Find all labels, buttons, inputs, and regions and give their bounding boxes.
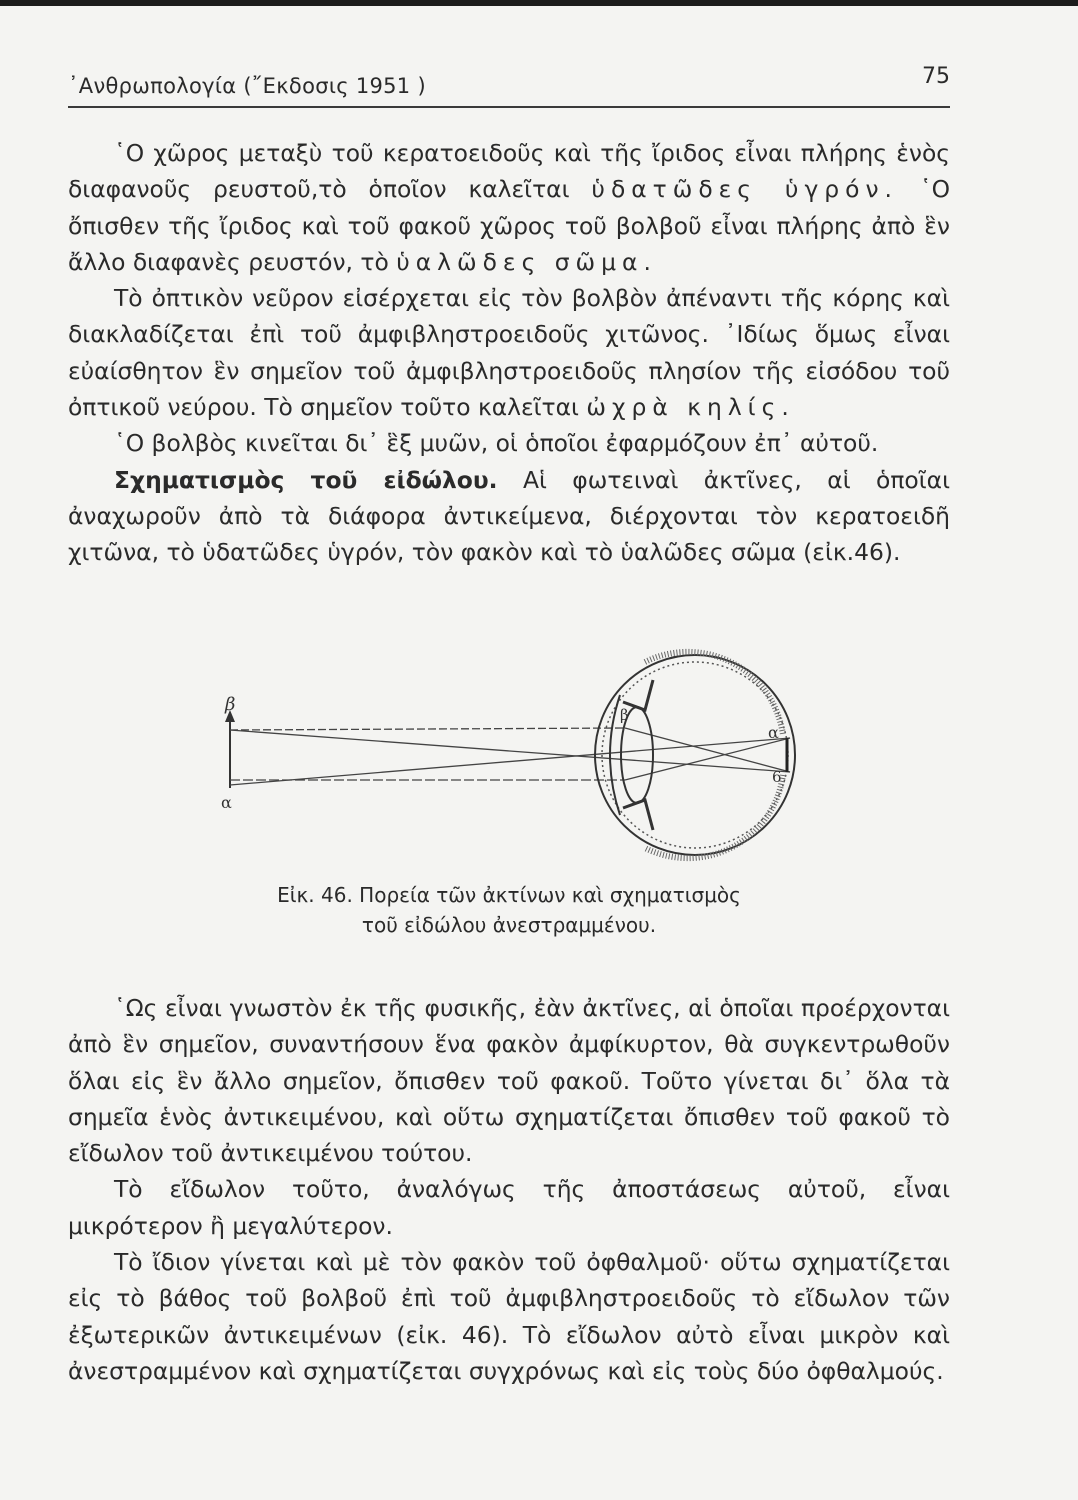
section-two [68, 990, 950, 1389]
paragraph-physics-lens: ῾Ως εἶναι γνωστὸν ἐκ τῆς φυσικῆς, ἐὰν ἀκτῖνες, αἱ ὁποῖαι προέρχονται ἀπὸ ἓν σημεῖον, συναντήσουν ἕνα φακὸν ἀμφίκυρτον, θὰ συγκεντρωθοῦν ὅλαι εἰς ἓν ἄλλο σημεῖον, ὄπισθεν τοῦ φακοῦ. Τοῦτο γίνεται δι᾿ ὅλα τὰ σημεῖα ἑνὸς ἀντικειμένου, καὶ οὕτω σχηματίζεται ὄπισθεν τοῦ φακοῦ τὸ εἴδωλον τοῦ ἀντικειμένου τούτου. [68, 994, 950, 1168]
section-one [68, 135, 950, 571]
paragraph-muscles: ῾Ο βολβὸς κινεῖται δι᾿ ἓξ μυῶν, οἱ ὁποῖοι ἐφαρμόζουν ἐπ᾿ αὐτοῦ. [114, 429, 879, 458]
label-object-top: β [225, 694, 236, 715]
term-vitreous-body: ὑαλῶδες σῶμα. [396, 247, 657, 276]
term-aqueous-humor: ὑδατῶδες ὑγρόν. [591, 175, 898, 204]
paragraph-image-formation [68, 462, 950, 571]
caption-line-2: τοῦ εἰδώλου ἀνεστραμμένου. [361, 913, 657, 937]
figure-caption [68, 880, 950, 940]
caption-line-1: Εἰκ. 46. Πορεία τῶν ἀκτίνων καὶ σχηματισμὸς [277, 883, 741, 907]
eyeball-outline [595, 655, 795, 855]
running-title: ᾿Ανθρωπολογία (῎Εκδοσις 1951 ) [68, 74, 426, 98]
iris-bottom [623, 800, 653, 830]
paragraph-aqueous [68, 135, 950, 280]
label-lens: β [620, 706, 629, 724]
paragraph-eye-lens: Τὸ ἴδιον γίνεται καὶ μὲ τὸν φακὸν τοῦ ὀφθαλμοῦ· οὕτω σχηματίζεται εἰς τὸ βάθος τοῦ βολβοῦ ἐπὶ τοῦ ἀμφιβληστροειδοῦς τὸ εἴδωλον τῶν ἐξωτερικῶν ἀντικειμένων (εἰκ. 46). Τὸ εἴδωλον αὐτὸ εἶναι μικρὸν καὶ ἀνεστραμμένον καὶ σχηματίζεται συγχρόνως καὶ εἰς τοὺς δύο ὀφθαλμούς. [68, 1248, 950, 1385]
retina-band [645, 652, 783, 858]
paragraph-image-size: Τὸ εἴδωλον τοῦτο, ἀναλόγως τῆς ἀποστάσεως αὐτοῦ, εἶναι μικρότερον ἢ μεγαλύτερον. [68, 1175, 950, 1240]
label-object-bottom: α [221, 793, 232, 812]
term-macula: ὠχρὰ κηλίς. [586, 393, 795, 422]
text-run: ῾Ο χῶρος μεταξὺ τοῦ κερατοειδοῦς καὶ τῆς ἴριδος εἶναι πλήρης ἑνὸς διαφανοῦς ρευστοῦ,τὸ ὁποῖον καλεῖται [68, 139, 950, 204]
sclera-outline [602, 662, 788, 848]
section-heading: Σχηματισμὸς τοῦ εἰδώλου. [114, 465, 498, 494]
text-run: ῾Ο ὄπισθεν τῆς ἴριδος καὶ τοῦ φακοῦ χῶρος τοῦ βολβοῦ εἶναι πλήρης ἀπὸ ἓν ἄλλο διαφανὲς ρευστόν, τὸ [68, 175, 951, 276]
ray-line [230, 728, 625, 730]
text-run: Τὸ ὀπτικὸν νεῦρον εἰσέρχεται εἰς τὸν βολβὸν ἀπέναντι τῆς κόρης καὶ διακλαδίζεται ἐπὶ τοῦ ἀμφιβληστροειδοῦς χιτῶνος. ᾿Ιδίως ὅμως εἶναι εὐαίσθητον ἓν σημεῖον τοῦ ἀμφιβληστροειδοῦς πλησίον τῆς εἰσόδου τοῦ ὀπτικοῦ νεύρου. Τὸ σημεῖον τοῦτο καλεῖται [68, 284, 950, 422]
page-number: 75 [922, 64, 950, 89]
label-image-bottom: 6 [772, 768, 782, 786]
label-image-top: α [768, 723, 779, 742]
eye-ray-diagram [205, 640, 805, 880]
scan-edge-bar [0, 0, 1078, 6]
paragraph-optic-nerve [68, 280, 950, 425]
ray-line [230, 738, 790, 785]
page-header [68, 60, 950, 108]
ray-line [230, 730, 790, 772]
text-run: Αἱ φωτειναὶ ἀκτῖνες, αἱ ὁποῖαι ἀναχωροῦν ἀπὸ τὰ διάφορα ἀντικείμενα, διέρχονται τὸν κερατοειδῆ χιτῶνα, τὸ ὑδατῶδες ὑγρόν, τὸν φακὸν καὶ τὸ ὑαλῶδες σῶμα (εἰκ.46). [68, 465, 950, 567]
